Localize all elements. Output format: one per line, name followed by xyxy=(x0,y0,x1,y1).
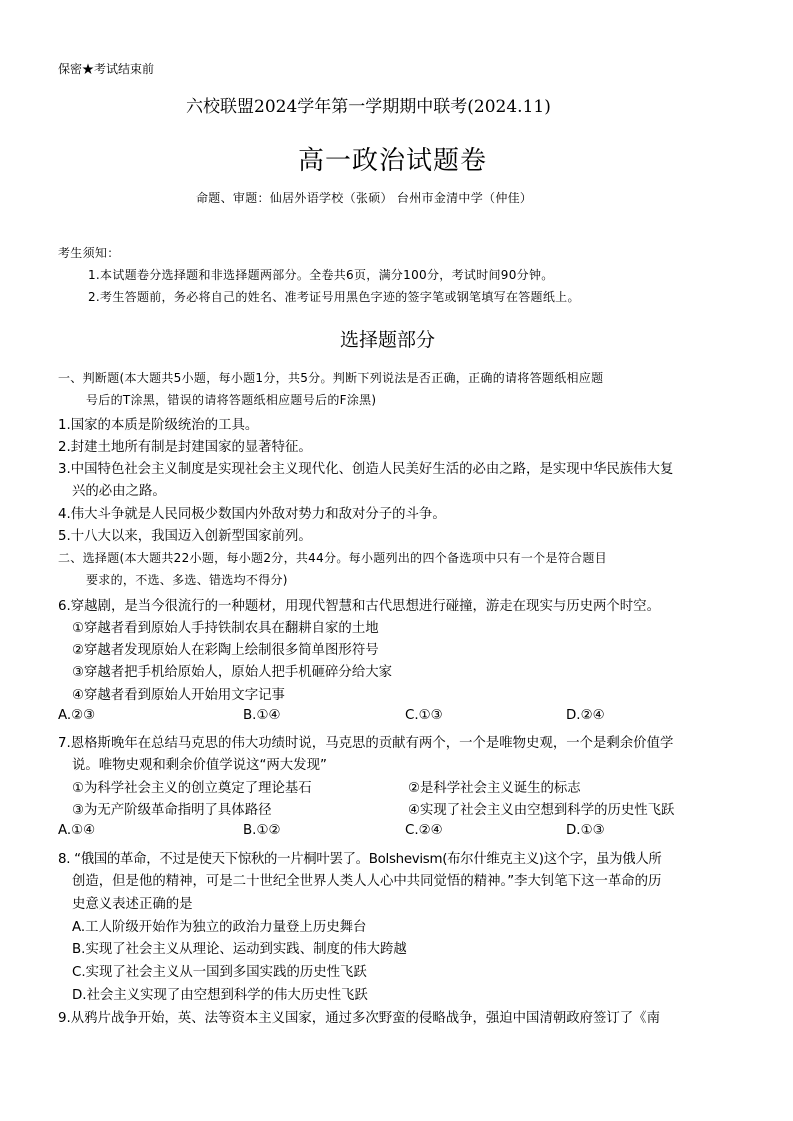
question-7-statement-4: ④实现了社会主义由空想到科学的历史性飞跃 xyxy=(408,803,675,818)
notice-item-2: 2.考生答题前，务必将自己的姓名、准考证号用黑色字迹的签字笔或钢笔填写在答题纸上。 xyxy=(88,290,580,304)
question-7-stem-line2: 说。唯物史观和剩余价值学说这“两大发现” xyxy=(72,758,327,773)
question-7-statement-2: ②是科学社会主义诞生的标志 xyxy=(408,781,581,796)
paper-title: 高一政治试题卷 xyxy=(298,146,488,176)
question-6-option-c[interactable]: C.①③ xyxy=(405,708,443,723)
question-1: 1.国家的本质是阶级统治的工具。 xyxy=(58,418,259,433)
question-8-stem-line3: 史意义表述正确的是 xyxy=(72,897,193,912)
question-9-stem-line1: 9.从鸦片战争开始，英、法等资本主义国家，通过多次野蛮的侵略战争，强迫中国清朝政府签订了《南 xyxy=(58,1011,660,1026)
question-7-option-a[interactable]: A.①④ xyxy=(58,823,96,838)
section-title: 选择题部分 xyxy=(340,329,436,351)
question-7-option-d[interactable]: D.①③ xyxy=(566,823,605,838)
exam-title: 六校联盟2024学年第一学期期中联考(2024.11) xyxy=(186,97,551,117)
question-6-statement-4: ④穿越者看到原始人开始用文字记事 xyxy=(72,688,285,703)
question-3-line2: 兴的必由之路。 xyxy=(72,484,166,499)
part2-instructions-line1: 二、选择题(本大题共22小题，每小题2分，共44分。每小题列出的四个备选项中只有一个是符合题目 xyxy=(58,551,607,565)
authors-line: 命题、审题：仙居外语学校（张硕） 台州市金清中学（仲佳） xyxy=(196,191,533,205)
part1-instructions-line2: 号后的T涂黑，错误的请将答题纸相应题号后的F涂黑) xyxy=(86,393,377,407)
question-6-option-b[interactable]: B.①④ xyxy=(243,708,281,723)
question-6-statement-1: ①穿越者看到原始人手持铁制农具在翻耕自家的土地 xyxy=(72,621,379,636)
question-7-option-b[interactable]: B.①② xyxy=(243,823,281,838)
part1-instructions-line1: 一、判断题(本大题共5小题，每小题1分，共5分。判断下列说法是否正确，正确的请将答题纸相应题 xyxy=(58,371,604,385)
question-5: 5.十八大以来，我国迈入创新型国家前列。 xyxy=(58,529,312,544)
question-7-statement-1: ①为科学社会主义的创立奠定了理论基石 xyxy=(72,781,312,796)
question-8-stem-line2: 创造，但是他的精神，可是二十世纪全世界人类人人心中共同觉悟的精神。”李大钊笔下这一革命的历 xyxy=(72,874,662,889)
question-7-statement-3: ③为无产阶级革命指明了具体路径 xyxy=(72,803,272,818)
question-4: 4.伟大斗争就是人民同极少数国内外敌对势力和敌对分子的斗争。 xyxy=(58,507,446,522)
question-6-statement-3: ③穿越者把手机给原始人，原始人把手机砸碎分给大家 xyxy=(72,665,392,680)
question-7-option-c[interactable]: C.②④ xyxy=(405,823,443,838)
notice-heading: 考生须知： xyxy=(58,246,120,260)
notice-item-1: 1.本试题卷分选择题和非选择题两部分。全卷共6页，满分100分，考试时间90分钟。 xyxy=(88,268,554,282)
confidential-label: 保密★考试结束前 xyxy=(58,62,155,76)
question-6-option-d[interactable]: D.②④ xyxy=(566,708,605,723)
question-6-statement-2: ②穿越者发现原始人在彩陶上绘制很多简单图形符号 xyxy=(72,643,379,658)
question-6-stem: 6.穿越剧，是当今很流行的一种题材，用现代智慧和古代思想进行碰撞，游走在现实与历史两个时空。 xyxy=(58,599,660,614)
question-8-option-a[interactable]: A.工人阶级开始作为独立的政治力量登上历史舞台 xyxy=(72,920,367,935)
question-8-stem-line1: 8. “俄国的革命，不过是使天下惊秋的一片桐叶罢了。Bolshevism(布尔什维克主义)这个字，虽为俄人所 xyxy=(58,852,662,867)
question-8-option-d[interactable]: D.社会主义实现了由空想到科学的伟大历史性飞跃 xyxy=(72,988,368,1003)
question-7-stem-line1: 7.恩格斯晚年在总结马克思的伟大功绩时说，马克思的贡献有两个，一个是唯物史观，一个是剩余价值学 xyxy=(58,736,674,751)
question-8-option-c[interactable]: C.实现了社会主义从一国到多国实践的历史性飞跃 xyxy=(72,965,367,980)
question-3-line1: 3.中国特色社会主义制度是实现社会主义现代化、创造人民美好生活的必由之路，是实现中华民族伟大复 xyxy=(58,462,674,477)
part2-instructions-line2: 要求的，不选、多选、错选均不得分) xyxy=(86,573,288,587)
question-8-option-b[interactable]: B.实现了社会主义从理论、运动到实践、制度的伟大跨越 xyxy=(72,942,407,957)
question-6-option-a[interactable]: A.②③ xyxy=(58,708,96,723)
question-2: 2.封建土地所有制是封建国家的显著特征。 xyxy=(58,440,312,455)
